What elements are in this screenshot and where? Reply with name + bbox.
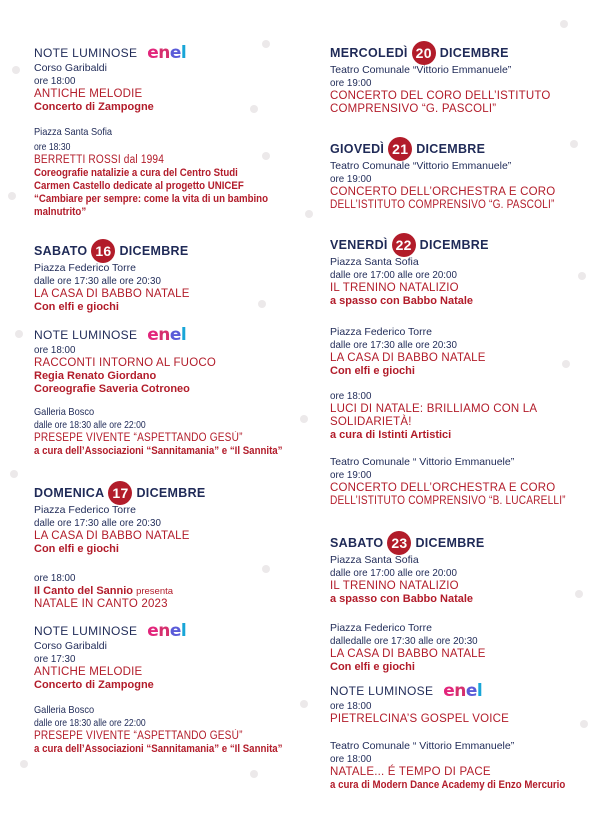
event-title: LUCI DI NATALE: BRILLIAMO CON LA (330, 403, 538, 415)
event-title: CONCERTO DEL CORO DELL’ISTITUTO (330, 90, 551, 102)
event-note-luminose-gospel (330, 682, 592, 726)
event-concerto-lucarelli (330, 456, 592, 508)
day-name: VENERDÌ (330, 238, 388, 252)
venue: Piazza Santa Sofia (34, 126, 113, 138)
event-subtitle: Concerto di Zampogne (34, 679, 154, 691)
venue: Teatro Comunale “ Vittorio Emmanuele” (330, 456, 515, 468)
day-header (330, 532, 592, 554)
event-title: IL TRENINO NATALIZIO (330, 282, 459, 294)
event-title: SOLIDARIETÀ! (330, 416, 412, 428)
month-name: DICEMBRE (119, 244, 189, 258)
time: ore 18:30 (34, 142, 71, 153)
event-line: malnutrito” (34, 206, 87, 218)
day-venerdi-22 (330, 234, 592, 308)
event-title: CONCERTO DELL’ORCHESTRA E CORO (330, 482, 556, 494)
event-note-luminose-3 (34, 622, 296, 692)
event-title: PRESEPE VIVENTE “ASPETTANDO GESÙ” (34, 730, 243, 742)
time: dalle ore 18:30 alle ore 22:00 (34, 420, 146, 431)
venue: Galleria Bosco (34, 406, 95, 418)
enel-logo: enel (147, 621, 187, 641)
event-subtitle: Con elfi e giochi (34, 301, 119, 313)
event-title: CONCERTO DELL’ORCHESTRA E CORO (330, 186, 556, 198)
venue: Teatro Comunale “Vittorio Emmanuele” (330, 160, 512, 172)
event-berretti-rossi (34, 126, 296, 219)
time: dalle ore 17:00 alle ore 20:00 (330, 568, 457, 579)
day-number-badge: 22 (392, 233, 416, 257)
event-presepe-vivente-1 (34, 406, 296, 458)
day-domenica-17 (34, 482, 296, 556)
event-subtitle: a spasso con Babbo Natale (330, 295, 474, 307)
venue: Piazza Federico Torre (330, 622, 432, 634)
enel-logo: enel (147, 43, 187, 63)
day-header (330, 42, 592, 64)
event-subtitle: Coreografie Saveria Cotroneo (34, 383, 190, 395)
event-title: BERRETTI ROSSI dal 1994 (34, 154, 165, 166)
month-name: DICEMBRE (415, 536, 485, 550)
time: dalle ore 17:00 alle ore 20:00 (330, 270, 457, 281)
event-title: ANTICHE MELODIE (34, 88, 143, 100)
event-title: ANTICHE MELODIE (34, 666, 143, 678)
event-title: LA CASA DI BABBO NATALE (34, 530, 190, 542)
venue: Galleria Bosco (34, 704, 95, 716)
event-line: “Cambiare per sempre: come la vita di un bambino (34, 193, 269, 205)
month-name: DICEMBRE (136, 486, 206, 500)
event-line: Carmen Castello dedicate al progetto UNICEF (34, 180, 244, 192)
venue: Corso Garibaldi (34, 62, 107, 74)
event-note-luminose-2 (34, 326, 296, 396)
event-title: PIETRELCINA’S GOSPEL VOICE (330, 713, 510, 725)
note-luminose-label: NOTE LUMINOSE (330, 684, 434, 698)
venue: Piazza Santa Sofia (330, 554, 419, 566)
time: ore 18:00 (330, 754, 372, 765)
event-organizer: Il Canto del Sannio (34, 585, 134, 597)
day-header (330, 138, 592, 160)
time: ore 18:00 (34, 345, 76, 356)
event-subtitle: Con elfi e giochi (34, 543, 119, 555)
day-name: SABATO (330, 536, 384, 550)
event-line: Coreografie natalizie a cura del Centro Studi (34, 167, 238, 179)
event-natale-in-canto (34, 572, 296, 611)
event-title: LA CASA DI BABBO NATALE (330, 352, 486, 364)
time: dalle ore 17:30 alle ore 20:30 (34, 518, 161, 529)
event-subtitle: a cura dell’Associazioni “Sannitamania” e “Il Sannita” (34, 445, 283, 457)
time: ore 19:00 (330, 470, 372, 481)
day-mercoledi-20 (330, 42, 592, 116)
event-subtitle: a cura di Modern Dance Academy di Enzo Mercurio (330, 779, 566, 791)
enel-logo: enel (443, 681, 483, 701)
note-luminose-label: NOTE LUMINOSE (34, 46, 138, 60)
event-title: NATALE... É TEMPO DI PACE (330, 766, 491, 778)
event-casa-babbo-natale-23 (330, 622, 592, 674)
day-header (34, 482, 296, 504)
venue: Teatro Comunale “ Vittorio Emmanuele” (330, 740, 515, 752)
event-title: LA CASA DI BABBO NATALE (330, 648, 486, 660)
month-name: DICEMBRE (419, 238, 489, 252)
event-title: IL TRENINO NATALIZIO (330, 580, 459, 592)
time: dalledalle ore 17:30 alle ore 20:30 (330, 636, 478, 647)
event-subtitle: Con elfi e giochi (330, 365, 415, 377)
time: ore 19:00 (330, 174, 372, 185)
time: ore 18:00 (330, 701, 372, 712)
event-subtitle: Concerto di Zampogne (34, 101, 154, 113)
time: ore 17:30 (34, 654, 76, 665)
month-name: DICEMBRE (439, 46, 509, 60)
time: ore 18:00 (34, 76, 76, 87)
time: dalle ore 17:30 alle ore 20:30 (34, 276, 161, 287)
event-title: DELL’ISTITUTO COMPRENSIVO “G. PASCOLI” (330, 199, 555, 211)
day-number-badge: 17 (108, 481, 132, 505)
venue: Piazza Santa Sofia (330, 256, 419, 268)
event-title: LA CASA DI BABBO NATALE (34, 288, 190, 300)
event-natale-tempo-di-pace (330, 740, 592, 792)
day-sabato-23 (330, 532, 592, 606)
event-title: NATALE IN CANTO 2023 (34, 598, 168, 610)
day-header (330, 234, 592, 256)
event-subtitle: Regia Renato Giordano (34, 370, 157, 382)
time: ore 18:00 (34, 573, 76, 584)
event-title: DELL’ISTITUTO COMPRENSIVO “B. LUCARELLI” (330, 495, 566, 507)
day-number-badge: 23 (387, 531, 411, 555)
event-title: PRESEPE VIVENTE “ASPETTANDO GESÙ” (34, 432, 243, 444)
event-luci-di-natale (330, 390, 592, 442)
event-subtitle: a cura di Istinti Artistici (330, 429, 452, 441)
note-luminose-label: NOTE LUMINOSE (34, 624, 138, 638)
day-number-badge: 16 (91, 239, 115, 263)
event-title: COMPRENSIVO “G. PASCOLI” (330, 103, 497, 115)
day-name: GIOVEDÌ (330, 142, 385, 156)
venue: Teatro Comunale “Vittorio Emmanuele” (330, 64, 512, 76)
time: ore 18:00 (330, 391, 372, 402)
note-luminose-label: NOTE LUMINOSE (34, 328, 138, 342)
day-name: DOMENICA (34, 486, 105, 500)
venue: Piazza Federico Torre (34, 504, 136, 516)
venue: Piazza Federico Torre (34, 262, 136, 274)
event-subtitle: a cura dell’Associazioni “Sannitamania” e “Il Sannita” (34, 743, 283, 755)
enel-logo: enel (147, 325, 187, 345)
day-header (34, 240, 296, 262)
presenta-label: presenta (136, 586, 174, 597)
day-giovedi-21 (330, 138, 592, 212)
day-name: MERCOLEDÌ (330, 46, 408, 60)
month-name: DICEMBRE (416, 142, 486, 156)
venue: Piazza Federico Torre (330, 326, 432, 338)
day-sabato-16 (34, 240, 296, 314)
day-name: SABATO (34, 244, 88, 258)
event-subtitle: Con elfi e giochi (330, 661, 415, 673)
event-note-luminose-1 (34, 44, 296, 114)
time: ore 19:00 (330, 78, 372, 89)
event-casa-babbo-natale-22 (330, 326, 592, 378)
time: dalle ore 17:30 alle ore 20:30 (330, 340, 457, 351)
day-number-badge: 21 (388, 137, 412, 161)
event-presepe-vivente-2 (34, 704, 296, 756)
venue: Corso Garibaldi (34, 640, 107, 652)
event-title: RACCONTI INTORNO AL FUOCO (34, 357, 216, 369)
day-number-badge: 20 (412, 41, 436, 65)
time: dalle ore 18:30 alle ore 22:00 (34, 718, 146, 729)
event-subtitle: a spasso con Babbo Natale (330, 593, 474, 605)
